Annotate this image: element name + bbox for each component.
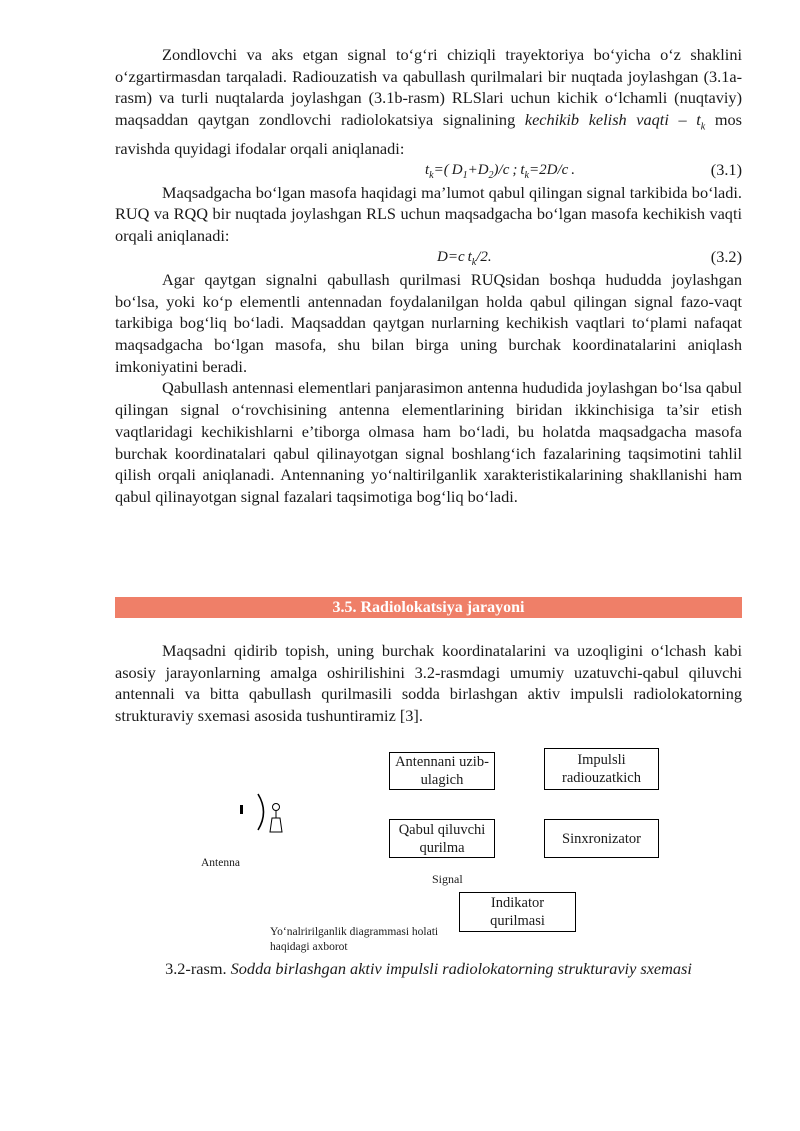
paragraph-1-dash: – bbox=[668, 110, 697, 130]
section-body bbox=[115, 640, 742, 727]
symbol-tk: $t_k$ bbox=[696, 110, 706, 133]
paragraph-1-emphasis: kechikib kelish vaqti bbox=[524, 110, 669, 130]
paragraph-1 bbox=[115, 44, 742, 160]
paragraph-4: Qabullash antennasi elementlari panjarasimon antenna hududida joylashgan bo‘lsa qabul qilingan signal o‘rovchisining antenna elementlarining biridan ikkinchisiga ta’sir etish vaqtlaridagi kechikishlarni e’tiborga olmasa ham bo‘ladi, bu holatda maqsadgacha masofa burchak koordinatalari qabul qilinayotgan signal boshlang‘ich fazalarining taqsimotini tahlil qilish orqali aniqlanadi. Antennaning yo‘naltirilganlik xarakteristikalarining shakllanishi ham qabul qilinayotgan signal fazalari taqsimotiga bog‘liq bo‘ladi. bbox=[115, 378, 742, 506]
antenna-label: Antenna bbox=[201, 857, 240, 869]
paragraph-2: Maqsadgacha bo‘lgan masofa haqidagi ma’lumot qabul qilingan signal tarkibida bo‘ladi. RUQ va RQQ bir nuqtada joylashgan RLS uchun maqsadgacha bo‘lgan masofa kechikish vaqti orqali aniqlanadi: bbox=[115, 182, 742, 246]
paragraph-1-tail: mos ravishda quyidagi ifodalar orqali aniqlanadi: bbox=[115, 110, 742, 159]
receiver-box: Qabul qiluvchi qurilma bbox=[389, 819, 495, 858]
equation-3-2-formula: D=c $t_k/2$. bbox=[437, 248, 492, 268]
caption-text: Sodda birlashgan aktiv impulsli radiolokatorning strukturaviy sxemasi bbox=[230, 959, 692, 978]
transmitter-box: Impulsli radiouzatkich bbox=[544, 748, 659, 790]
equation-3-1 bbox=[115, 160, 742, 182]
antenna-switch-box: Antennani uzib-ulagich bbox=[389, 752, 495, 790]
equation-3-1-formula: $t_k=$( $D_1+D_2)/c$ ; $t_k=2D/c$ . bbox=[425, 161, 576, 181]
signal-label: Signal bbox=[432, 872, 463, 886]
equation-3-2-number: (3.2) bbox=[710, 246, 742, 266]
document-body bbox=[115, 44, 742, 508]
antenna-icon bbox=[234, 792, 294, 842]
section-heading: 3.5. Radiolokatsiya jarayoni bbox=[115, 597, 742, 618]
figure-caption bbox=[115, 958, 742, 980]
direction-info-label: Yo‘nalririlganlik diagrammasi holati haqidagi axborot bbox=[270, 926, 439, 953]
equation-3-1-number: (3.1) bbox=[710, 159, 742, 179]
equation-3-2 bbox=[115, 247, 742, 269]
paragraph-5: Maqsadni qidirib topish, uning burchak koordinatalarini va uzoqligini o‘lchash kabi asosiy jarayonlarning amalga oshirilishini 3.2-rasmdagi umumiy uzatuvchi-qabul qiluvchi antennali va bitta qabullash qurilmasili sodda birlashgan aktiv impulsli radiolokatorning strukturaviy sxemasi asosida tushuntiramiz [3]. bbox=[115, 641, 742, 726]
caption-prefix: 3.2-rasm. bbox=[165, 959, 227, 978]
indicator-box: Indikator qurilmasi bbox=[459, 892, 576, 932]
paragraph-3: Agar qaytgan signalni qabullash qurilmasi RUQsidan boshqa hududda joylashgan bo‘lsa, yoki ko‘p elementli antennadan foydalanilgan holda qabul qilingan signal fazo-vaqt tarkibiga bog‘liq bo‘ladi. Maqsaddan qaytgan nurlarning kechikish vaqtlari to‘plami nafaqat maqsadgacha bo‘lgan masofa, shu bilan birga uning burchak koordinatalarini aniqlash imkoniyatini beradi. bbox=[115, 269, 742, 376]
synchronizer-box: Sinxronizator bbox=[544, 819, 659, 858]
paragraph-1-text: Zondlovchi va aks etgan signal to‘g‘ri chiziqli trayektoriya bo‘yicha o‘z shaklini o‘zgartirmasdan tarqaladi. Radiouzatish va qabullash qurilmalari bir nuqtada joylashgan (3.1a-rasm) va turli nuqtalarda joylashgan (3.1b-rasm) RLSlari uchun kichik o‘lchamli (nuqtaviy) maqsaddan qaytgan zondlovchi radiolokatsiya signalining bbox=[115, 45, 742, 130]
